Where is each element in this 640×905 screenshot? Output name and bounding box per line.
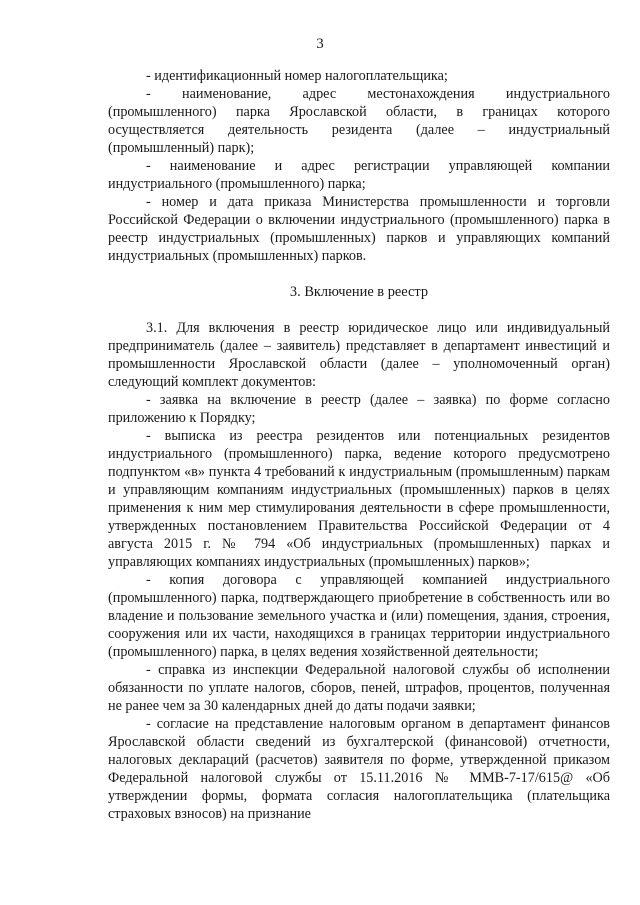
section-heading: 3. Включение в реестр — [289, 284, 429, 300]
paragraph-tax-certificate: - справка из инспекции Федеральной налоговой службы об исполнении обязанности по уплате налогов, сборов, пеней, штрафов, процентов, полученная не ранее чем за 30 календарных дней до даты подачи заявки; — [108, 662, 610, 714]
paragraph-ministry-order: - номер и дата приказа Министерства промышленности и торговли Российской Федерации о включении индустриального (промышленного) парка в реестр индустриальных (промышленных) парков и управляющих компаний индустриальных (промышленных) парков. — [108, 194, 610, 264]
paragraph-application: - заявка на включение в реестр (далее – заявка) по форме согласно приложению к Порядку; — [108, 392, 610, 426]
paragraph-park-name: - наименование, адрес местонахождения индустриального (промышленного) парка Ярославской области, в границах которого осуществляется деятельность резидента (далее – индустриальный (промышленный) парк); — [108, 86, 610, 156]
paragraph-registry-extract: - выписка из реестра резидентов или потенциальных резидентов индустриального (промышленного) парка, ведение которого предусмотрено подпунктом «в» пункта 4 требований к индустриальным (промышленным) паркам и управляющим компаниям индустриальных (промышленных) парков в целях применения к ним мер стимулирования деятельности в сфере промышленности, утвержденных постановлением Правительства Российской Федерации от 4 августа 2015 г. № 794 «Об индустриальных (промышленных) парках и управляющих компаниях индустриальных (промышленных) парков»; — [108, 428, 610, 570]
paragraph-contract-copy: - копия договора с управляющей компанией индустриального (промышленного) парка, подтверждающего приобретение в собственность или во владение и пользование земельного участка и (или) помещения, здания, строения, сооружения или их части, находящихся в границах территории индустриального (промышленного) парка, в целях ведения хозяйственной деятельности; — [108, 572, 610, 660]
paragraph-management-company: - наименование и адрес регистрации управляющей компании индустриального (промышленного) парка; — [108, 158, 610, 192]
paragraph-3-1: 3.1. Для включения в реестр юридическое лицо или индивидуальный предприниматель (далее – заявитель) представляет в департамент инвестиций и промышленности Ярославской области (далее – уполномоченный орган) следующий комплект документов: — [108, 320, 610, 390]
paragraph-consent: - согласие на представление налоговым органом в департамент финансов Ярославской области сведений из бухгалтерской (финансовой) отчетности, налоговых деклараций (расчетов) заявителя по форме, утвержденной приказом Федеральной налоговой службы от 15.11.2016 № ММВ-7-17/615@ «Об утверждении формы, формата согласия налогоплательщика (плательщика страховых взносов) на признание — [108, 716, 610, 822]
page-body — [108, 67, 610, 823]
paragraph-taxpayer-id: - идентификационный номер налогоплательщика; — [146, 68, 448, 84]
page-number: 3 — [316, 36, 324, 52]
